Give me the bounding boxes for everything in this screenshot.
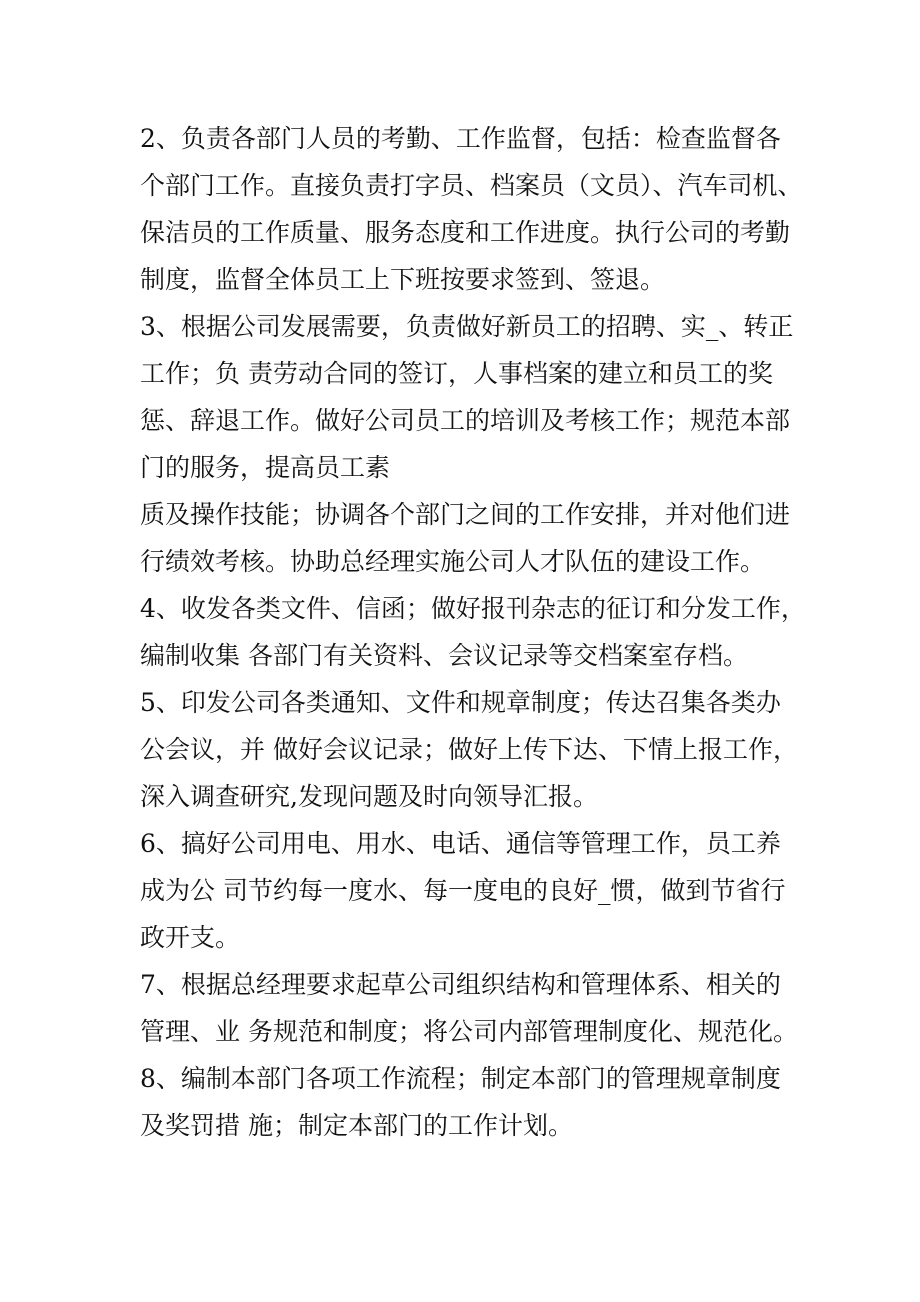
text-line: 管理、业 务规范和制度；将公司内部管理制度化、规范化。 (140, 1017, 798, 1046)
text-line: 工作；负 责劳动合同的签订，人事档案的建立和员工的奖 (140, 359, 773, 388)
text-line: 2、负责各部门人员的考勤、工作监督，包括：检查监督各 (140, 124, 781, 153)
text-line: 5、印发公司各类通知、文件和规章制度；传达召集各类办 (140, 688, 781, 717)
text-line: 行绩效考核。协助总经理实施公司人才队伍的建设工作。 (140, 547, 766, 576)
text-line: 深入调查研究,发现问题及时向领导汇报。 (140, 782, 598, 811)
text-line: 门的服务，提高员工素 (140, 453, 391, 482)
text-line: 7、根据总经理要求起草公司组织结构和管理体系、相关的 (140, 970, 781, 999)
text-line: 保洁员的工作质量、服务态度和工作进度。执行公司的考勤 (140, 218, 791, 247)
text-line: 8、编制本部门各项工作流程；制定本部门的管理规章制度 (140, 1064, 781, 1093)
text-line: 政开支。 (140, 923, 241, 952)
text-line: 成为公 司节约每一度水、每一度电的良好_惯，做到节省行 (140, 876, 786, 905)
text-line: 质及操作技能；协调各个部门之间的工作安排，并对他们进 (140, 500, 791, 529)
text-line: 惩、辞退工作。做好公司员工的培训及考核工作；规范本部 (140, 406, 791, 435)
text-line: 6、搞好公司用电、用水、电话、通信等管理工作，员工养 (140, 829, 781, 858)
text-line: 个部门工作。直接负责打字员、档案员（文员）、汽车司机、 (140, 171, 803, 200)
text-line: 4、收发各类文件、信函；做好报刊杂志的征订和分发工作， (140, 594, 806, 623)
text-line: 3、根据公司发展需要，负责做好新员工的招聘、实_、转正 (140, 312, 794, 341)
text-line: 制度，监督全体员工上下班按要求签到、签退。 (140, 265, 666, 294)
text-line: 编制收集 各部门有关资料、会议记录等交档案室存档。 (140, 641, 748, 670)
text-line: 及奖罚措 施；制定本部门的工作计划。 (140, 1111, 573, 1140)
text-line: 公会议，并 做好会议记录；做好上传下达、下情上报工作， (140, 735, 798, 764)
